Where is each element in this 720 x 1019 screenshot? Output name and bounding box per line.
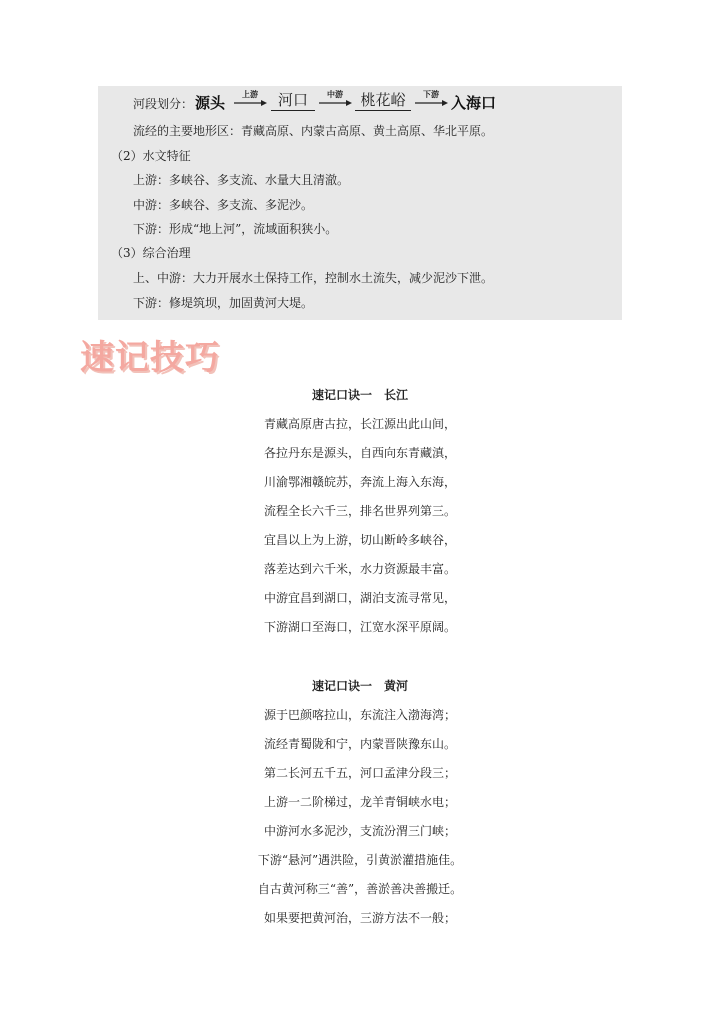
hydro-middle: 中游：多峡谷、多支流、多泥沙。 <box>133 198 314 212</box>
hydro-lower: 下游：形成“地上河”，流域面积狭小。 <box>133 222 338 236</box>
arrow-right-icon <box>318 100 352 106</box>
governance-heading: （3）综合治理 <box>111 246 191 260</box>
route-arrow-middle <box>318 88 352 114</box>
poem-line: 宜昌以上为上游，切山断岭多峡谷， <box>263 533 456 547</box>
poem-line: 中游河水多泥沙，支流汾渭三门峡； <box>263 824 456 838</box>
route-arrow-upper <box>233 88 267 114</box>
poem-line: 下游“悬河”遇洪险，引黄淤灌措施佳。 <box>257 853 463 867</box>
route-arrow-label: 中游 <box>327 90 343 99</box>
governance-upper-middle: 上、中游：大力开展水土保持工作，控制水土流失，减少泥沙下泄。 <box>133 271 494 285</box>
arrow-right-icon <box>414 100 448 106</box>
poem-line: 流程全长六千三，排名世界列第三。 <box>263 504 456 518</box>
route-node-source: 源头 <box>195 94 226 112</box>
poem-line: 青藏高原唐古拉，长江源出此山间， <box>263 417 456 431</box>
route-node-mouth: 河口 <box>277 91 308 109</box>
poem-title-yangtze: 速记口诀一 长江 <box>311 388 408 402</box>
route-arrow-label: 下游 <box>423 90 439 99</box>
poem-title-yellow-river: 速记口诀一 黄河 <box>311 679 408 693</box>
poem-line: 下游湖口至海口，江宽水深平原阔。 <box>263 620 456 634</box>
poem-line: 第二长河五千五，河口孟津分段三； <box>263 766 456 780</box>
poem-line: 落差达到六千米，水力资源最丰富。 <box>263 562 456 576</box>
poem-line: 自古黄河称三“善”，善淤善决善搬迁。 <box>257 882 463 896</box>
arrow-right-icon <box>233 100 267 106</box>
section-banner-title: 速记技巧 <box>80 338 220 378</box>
poem-line: 如果要把黄河治，三游方法不一般； <box>263 911 456 925</box>
route-node-taohuayu: 桃花峪 <box>360 91 406 109</box>
landforms-text: 流经的主要地形区：青藏高原、内蒙古高原、黄土高原、华北平原。 <box>133 124 494 138</box>
poem-line: 源于巴颜喀拉山，东流注入渤海湾； <box>263 708 456 722</box>
poem-line: 上游一二阶梯过，龙羊青铜峡水电； <box>263 795 456 809</box>
hydro-upper: 上游：多峡谷、多支流、水量大且清澈。 <box>133 173 350 187</box>
route-node-mouth-box <box>271 88 315 111</box>
route-node-estuary: 入海口 <box>451 94 497 112</box>
river-division-label: 河段划分： <box>133 97 194 111</box>
poem-line: 流经青蜀陇和宁，内蒙晋陕豫东山。 <box>263 737 456 751</box>
route-arrow-label: 上游 <box>242 90 258 99</box>
poem-line: 中游宜昌到湖口，湖泊支流寻常见， <box>263 591 456 605</box>
poem-line: 川渝鄂湘赣皖苏，奔流上海入东海， <box>263 475 456 489</box>
poem-line: 各拉丹东是源头，自西向东青藏滇， <box>263 446 456 460</box>
governance-lower: 下游：修堤筑坝，加固黄河大堤。 <box>133 296 314 310</box>
hydro-heading: （2）水文特征 <box>111 149 191 163</box>
route-arrow-lower <box>414 88 448 114</box>
route-node-taohuayu-box <box>355 88 411 111</box>
